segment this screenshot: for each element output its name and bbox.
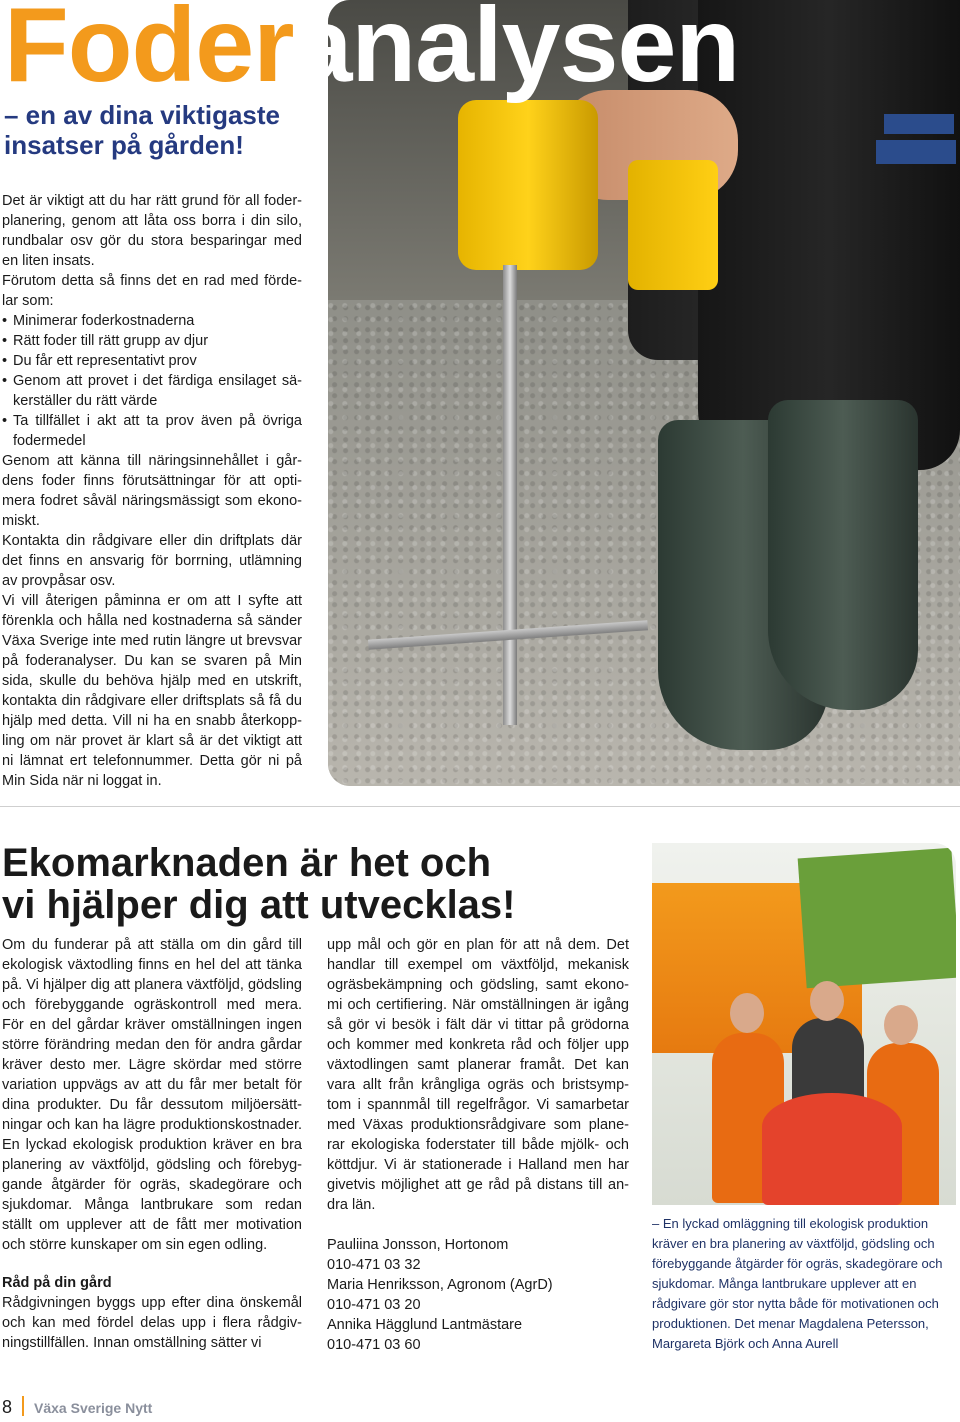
intro-paragraph: Det är viktigt att du har rätt grund för all foder-planering, genom att låta oss borra i din silo, rundbalar osv gör du stora besparingar med en liten insats. [2,193,302,269]
article-paragraph: Rådgivningen byggs upp efter dina önskemål och kan med fördel delas upp i flera rådgiv-ningstillfällen. Innan omställning sätter vi [2,1295,302,1351]
title-part-1: Foder [4,0,294,104]
page-number: 8 [2,1397,13,1417]
magazine-name: Växa Sverige Nytt [34,1400,153,1416]
benefits-list [2,311,302,451]
contact-name: Annika Hägglund Lantmästare [327,1317,523,1333]
article-paragraph: upp mål och gör en plan för att nå dem. Det handlar till exempel om växtföljd, mekanisk ogräsbekämpning och gödsling, samt ekono-mi och certifiering. När omställningen är igång så gör vi besök i fält där vi tittar på grödorna och kommer med konkreta råd och följer upp växtodlingen samt planerar framåt. Det kan vara allt från krångliga ogräs och bristsymp-tom i spannmål till regelfrågor. Vi samarbetar med Växas produktionsrådgivare som plane-rar ekologiska foderstater till både mjölk- och köttdjur. Vi är stationerade i Halland men har givetvis möjlighet att ge råd på distans till an-dra län. [327,937,629,1213]
contact-list [327,1235,629,1355]
photo-booth-banner [798,848,956,988]
photo-person-head [730,993,764,1033]
section-divider [0,806,960,807]
silage-drilling-photo [328,0,960,786]
article-headline [2,842,602,926]
intro-paragraph: Genom att känna till näringsinnehållet i går-dens foder finns förutsättningar för att opti-mera fodret såväl näringsmässigt som ekono-miskt. [2,453,302,529]
photo-table [762,1093,902,1205]
title-part-2: analysen [293,0,740,104]
photo-drill-battery [628,160,718,290]
subtitle-line-2: insatser på gården! [4,130,244,160]
contact-phone: 010-471 03 32 [327,1257,421,1273]
photo-drill [458,100,598,270]
photo-sponsor-logo [884,114,954,134]
photo-sampling-rod [503,265,517,725]
intro-column [2,191,302,791]
headline-line-2: vi hjälper dig att utvecklas! [2,883,516,927]
list-item: • Rätt foder till rätt grupp av djur [2,331,302,351]
article-column-2 [327,935,629,1355]
list-item: • Minimerar foderkostnaderna [2,311,302,331]
subtitle-line-1: – en av dina viktigaste [4,100,281,130]
list-item: • Du får ett representativt prov [2,351,302,371]
page-footer [2,1396,152,1418]
contact-name: Pauliina Jonsson, Hortonom [327,1237,509,1253]
list-item: • Genom att provet i det färdiga ensilaget sä-kerställer du rätt värde [2,371,302,411]
article-subheading: Råd på din gård [2,1275,112,1291]
article-paragraph: Om du funderar på att ställa om din gård till ekologisk växtodling finns en hel del att tänka på. Vi hjälper dig att planera växtföljd, gödsling och förebyggande ogräskontroll med mera. För en del gårdar kräver omställningen ingen större förändring medan den för andra gårdar kräver desto mer. Lägre skördar med större variation uppvägs av att du får mer betalt för dina produkter. Du får dessutom miljöersätt-ningar och kan ha lägre produktionskostnader. En lyckad ekologisk produktion kräver en bra planering av växtföljd, gödsling och förebyg-gande åtgärder för ogräs, skadegörare och sjukdomar. Många lantbrukare som redan ställt om upplever att de fått mer motivation och större kunskaper om sin egen odling. [2,937,302,1253]
intro-paragraph: Vi vill återigen påminna er om att I syfte att förenkla och hålla ned kostnaderna så sänder Växa Sverige inte med rutin längre ut brevsvar på foderanalyser. Du kan se svaren på Min sida, skulle du behöva hjälp med en utskrift, kontakta din rådgivare eller driftsplats så få du hjälp med detta. Vill ni ha en snabb återkopp-ling om när provet är klart så är det viktigt att ni lämnat ert telefonnummer. Detta gör ni på Min Sida när ni loggat in. [2,593,302,789]
photo-person-head [884,1005,918,1045]
photo-sponsor-logo [876,140,956,164]
headline-line-1: Ekomarknaden är het och [2,841,492,885]
photo-person-head [810,981,844,1021]
fair-booth-photo [652,843,956,1205]
intro-paragraph: Förutom detta så finns det en rad med förde-lar som: [2,273,302,309]
intro-paragraph: Kontakta din rådgivare eller din driftplats där det finns en ansvarig för borrning, utlämning av provpåsar osv. [2,533,302,589]
contact-phone: 010-471 03 20 [327,1297,421,1313]
contact-phone: 010-471 03 60 [327,1337,421,1353]
contact-name: Maria Henriksson, Agronom (AgrD) [327,1277,553,1293]
photo-rubber-boot [768,400,918,710]
page-subtitle [4,100,280,160]
list-item: • Ta tillfället i akt att ta prov även på övriga fodermedel [2,411,302,451]
footer-divider [22,1396,24,1416]
page-title [4,0,740,104]
photo-caption: – En lyckad omläggning till ekologisk produktion kräver en bra planering av växtföljd, gödsling och förebyggande åtgärder för ogräs, skadegörare och sjukdomar. Många lantbrukare upplever att en rådgivare gör stor nytta både för motivationen och produktionen. Det menar Magdalena Petersson, Margareta Björk och Anna Aurell [652,1216,943,1351]
article-column-1 [2,935,302,1353]
